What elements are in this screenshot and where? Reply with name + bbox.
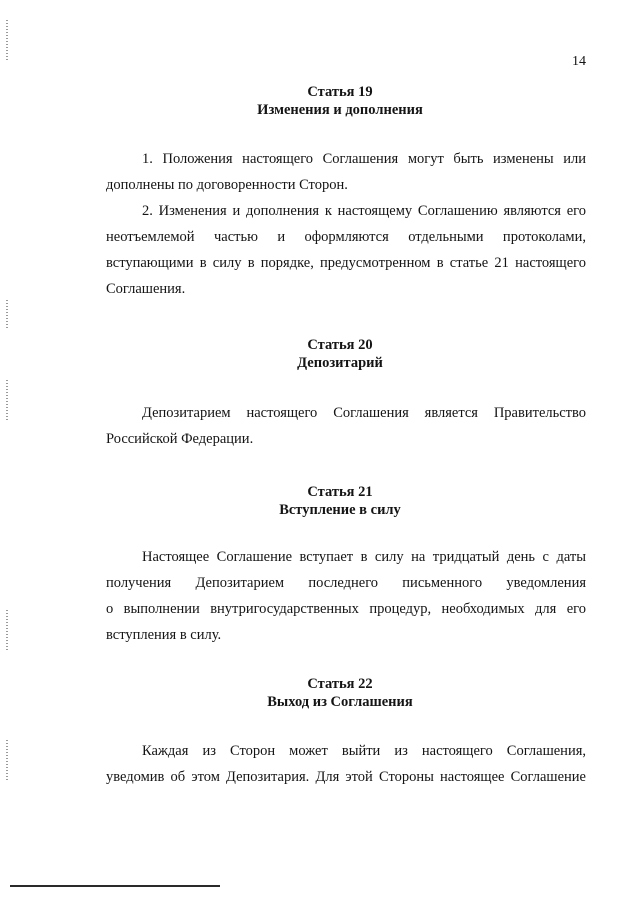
margin-mark: [6, 380, 8, 420]
margin-mark: [6, 300, 8, 330]
article-21-line: Настоящее Соглашение вступает в силу на тридцатый день с даты: [142, 549, 586, 565]
article-20-heading: [90, 336, 590, 372]
article-19-body: [106, 146, 586, 302]
margin-mark: [6, 740, 8, 780]
article-22-line: Каждая из Сторон может выйти из настоящего Соглашения,: [142, 743, 586, 759]
article-20-line: Российской Федерации.: [106, 431, 254, 447]
article-20-number: Статья 20: [307, 337, 373, 353]
article-21-title: Вступление в силу: [279, 502, 401, 518]
footnote-divider: [10, 885, 220, 887]
article-21-heading: [90, 483, 590, 519]
article-21-line: получения Депозитарием последнего письменного уведомления: [106, 575, 586, 591]
article-19-line: 2. Изменения и дополнения к настоящему Соглашению являются его: [142, 203, 586, 219]
article-19-line: 1. Положения настоящего Соглашения могут быть изменены или: [142, 151, 586, 167]
article-19-number: Статья 19: [307, 84, 373, 100]
article-22-line: уведомив об этом Депозитария. Для этой Стороны настоящее Соглашение: [106, 769, 586, 785]
article-19-heading: [90, 83, 590, 119]
page-number: 14: [572, 54, 586, 69]
article-20-body: [106, 400, 586, 452]
article-20-line: Депозитарием настоящего Соглашения является Правительство: [142, 405, 586, 421]
article-22-body: [106, 738, 586, 790]
article-19-line: Соглашения.: [106, 281, 186, 297]
article-20-title: Депозитарий: [297, 355, 383, 371]
article-22-heading: [90, 675, 590, 711]
margin-mark: [6, 610, 8, 650]
article-19-line: неотъемлемой частью и оформляются отдельными протоколами,: [106, 229, 586, 245]
article-21-line: о выполнении внутригосударственных процедур, необходимых для его: [106, 601, 586, 617]
article-21-line: вступления в силу.: [106, 627, 222, 643]
article-19-line: дополнены по договоренности Сторон.: [106, 177, 348, 193]
article-21-number: Статья 21: [307, 484, 373, 500]
margin-mark: [6, 20, 8, 60]
article-19-title: Изменения и дополнения: [257, 102, 423, 118]
article-19-line: вступающими в силу в порядке, предусмотренном в статье 21 настоящего: [106, 255, 586, 271]
article-22-title: Выход из Соглашения: [267, 694, 413, 710]
article-21-body: [106, 544, 586, 648]
article-22-number: Статья 22: [307, 676, 373, 692]
